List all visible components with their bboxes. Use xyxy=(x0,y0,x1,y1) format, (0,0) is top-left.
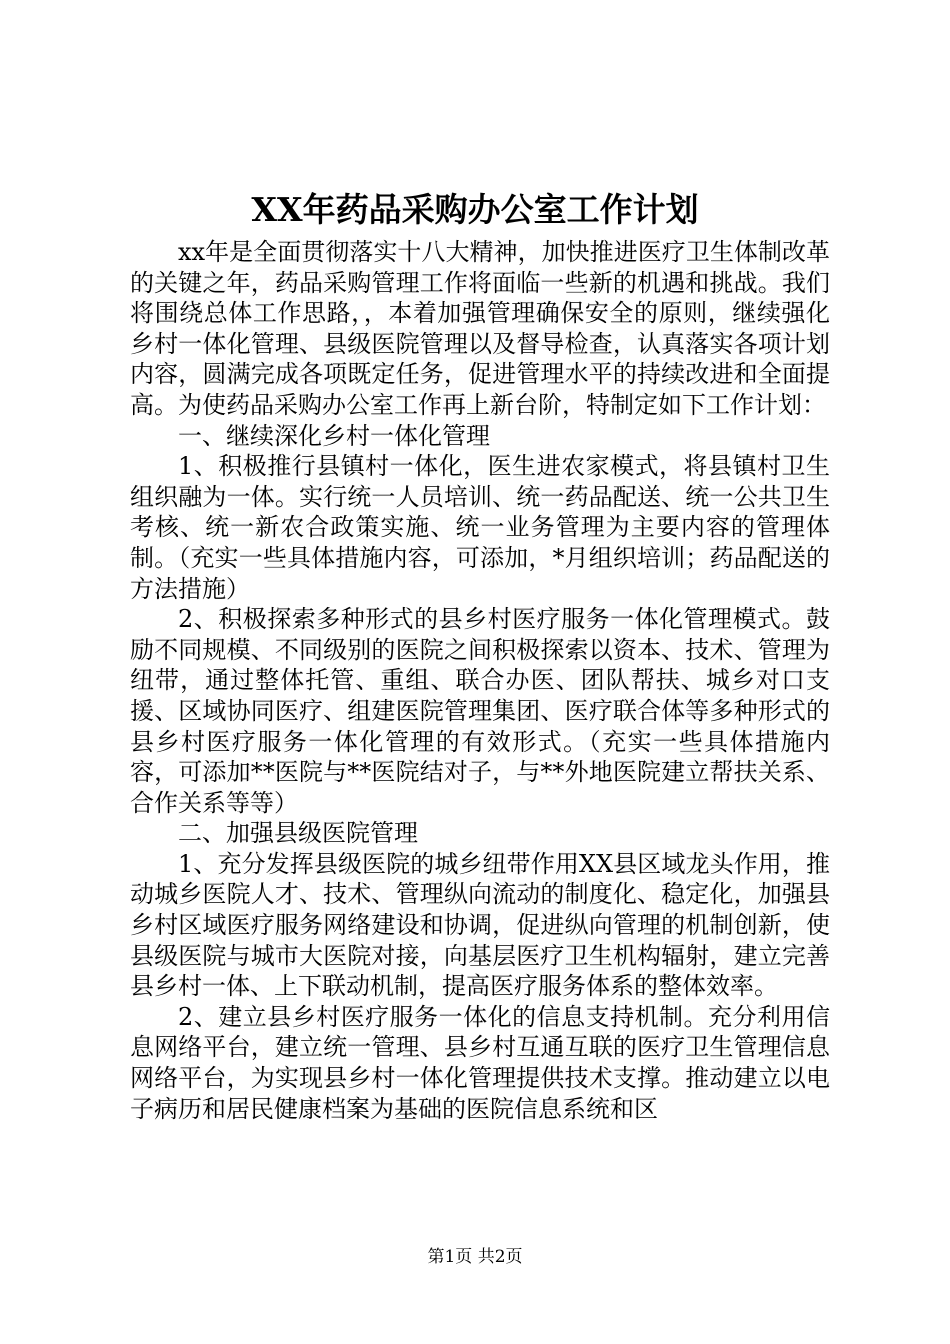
intro-paragraph: xx年是全面贯彻落实十八大精神，加快推进医疗卫生体制改革的关键之年，药品采购管理工作将面临一些新的机遇和挑战。我们将围绕总体工作思路，，本着加强管理确保安全的原则，继续强化乡村一体化管理、县级医院管理以及督导检查，认真落实各项计划内容，圆满完成各项既定任务，促进管理水平的持续改进和全面提高。为使药品采购办公室工作再上新台阶，特制定如下工作计划： xyxy=(130,238,830,419)
section-1-item-2: 2、积极探索多种形式的县乡村医疗服务一体化管理模式。鼓励不同规模、不同级别的医院之间积极探索以资本、技术、管理为纽带，通过整体托管、重组、联合办医、团队帮扶、城乡对口支援、区域协同医疗、组建医院管理集团、医疗联合体等多种形式的县乡村医疗服务一体化管理的有效形式。（充实一些具体措施内容，可添加**医院与**医院结对子，与**外地医院建立帮扶关系、合作关系等等） xyxy=(130,605,830,817)
page-footer: 第1页 共2页 xyxy=(427,1247,523,1267)
section-2-item-1: 1、充分发挥县级医院的城乡纽带作用XX县区域龙头作用，推动城乡医院人才、技术、管理纵向流动的制度化、稳定化，加强县乡村区域医疗服务网络建设和协调，促进纵向管理的机制创新，使县级医院与城市大医院对接，向基层医疗卫生机构辐射，建立完善县乡村一体、上下联动机制，提高医疗服务体系的整体效率。 xyxy=(130,849,830,1001)
page-title: XX年药品采购办公室工作计划 xyxy=(251,190,699,229)
document-body xyxy=(130,237,830,1124)
section-heading-2: 二、加强县级医院管理 xyxy=(178,819,418,848)
section-heading-1: 一、继续深化乡村一体化管理 xyxy=(178,421,490,450)
section-1-item-1: 1、积极推行县镇村一体化，医生进农家模式，将县镇村卫生组织融为一体。实行统一人员培训、统一药品配送、统一公共卫生考核、统一新农合政策实施、统一业务管理为主要内容的管理体制。（充实一些具体措施内容，可添加，*月组织培训；药品配送的方法措施） xyxy=(130,452,830,603)
section-2-item-2: 2、建立县乡村医疗服务一体化的信息支持机制。充分利用信息网络平台，建立统一管理、县乡村互通互联的医疗卫生管理信息网络平台，为实现县乡村一体化管理提供技术支撑。推动建立以电子病历和居民健康档案为基础的医院信息系统和区 xyxy=(130,1002,830,1123)
